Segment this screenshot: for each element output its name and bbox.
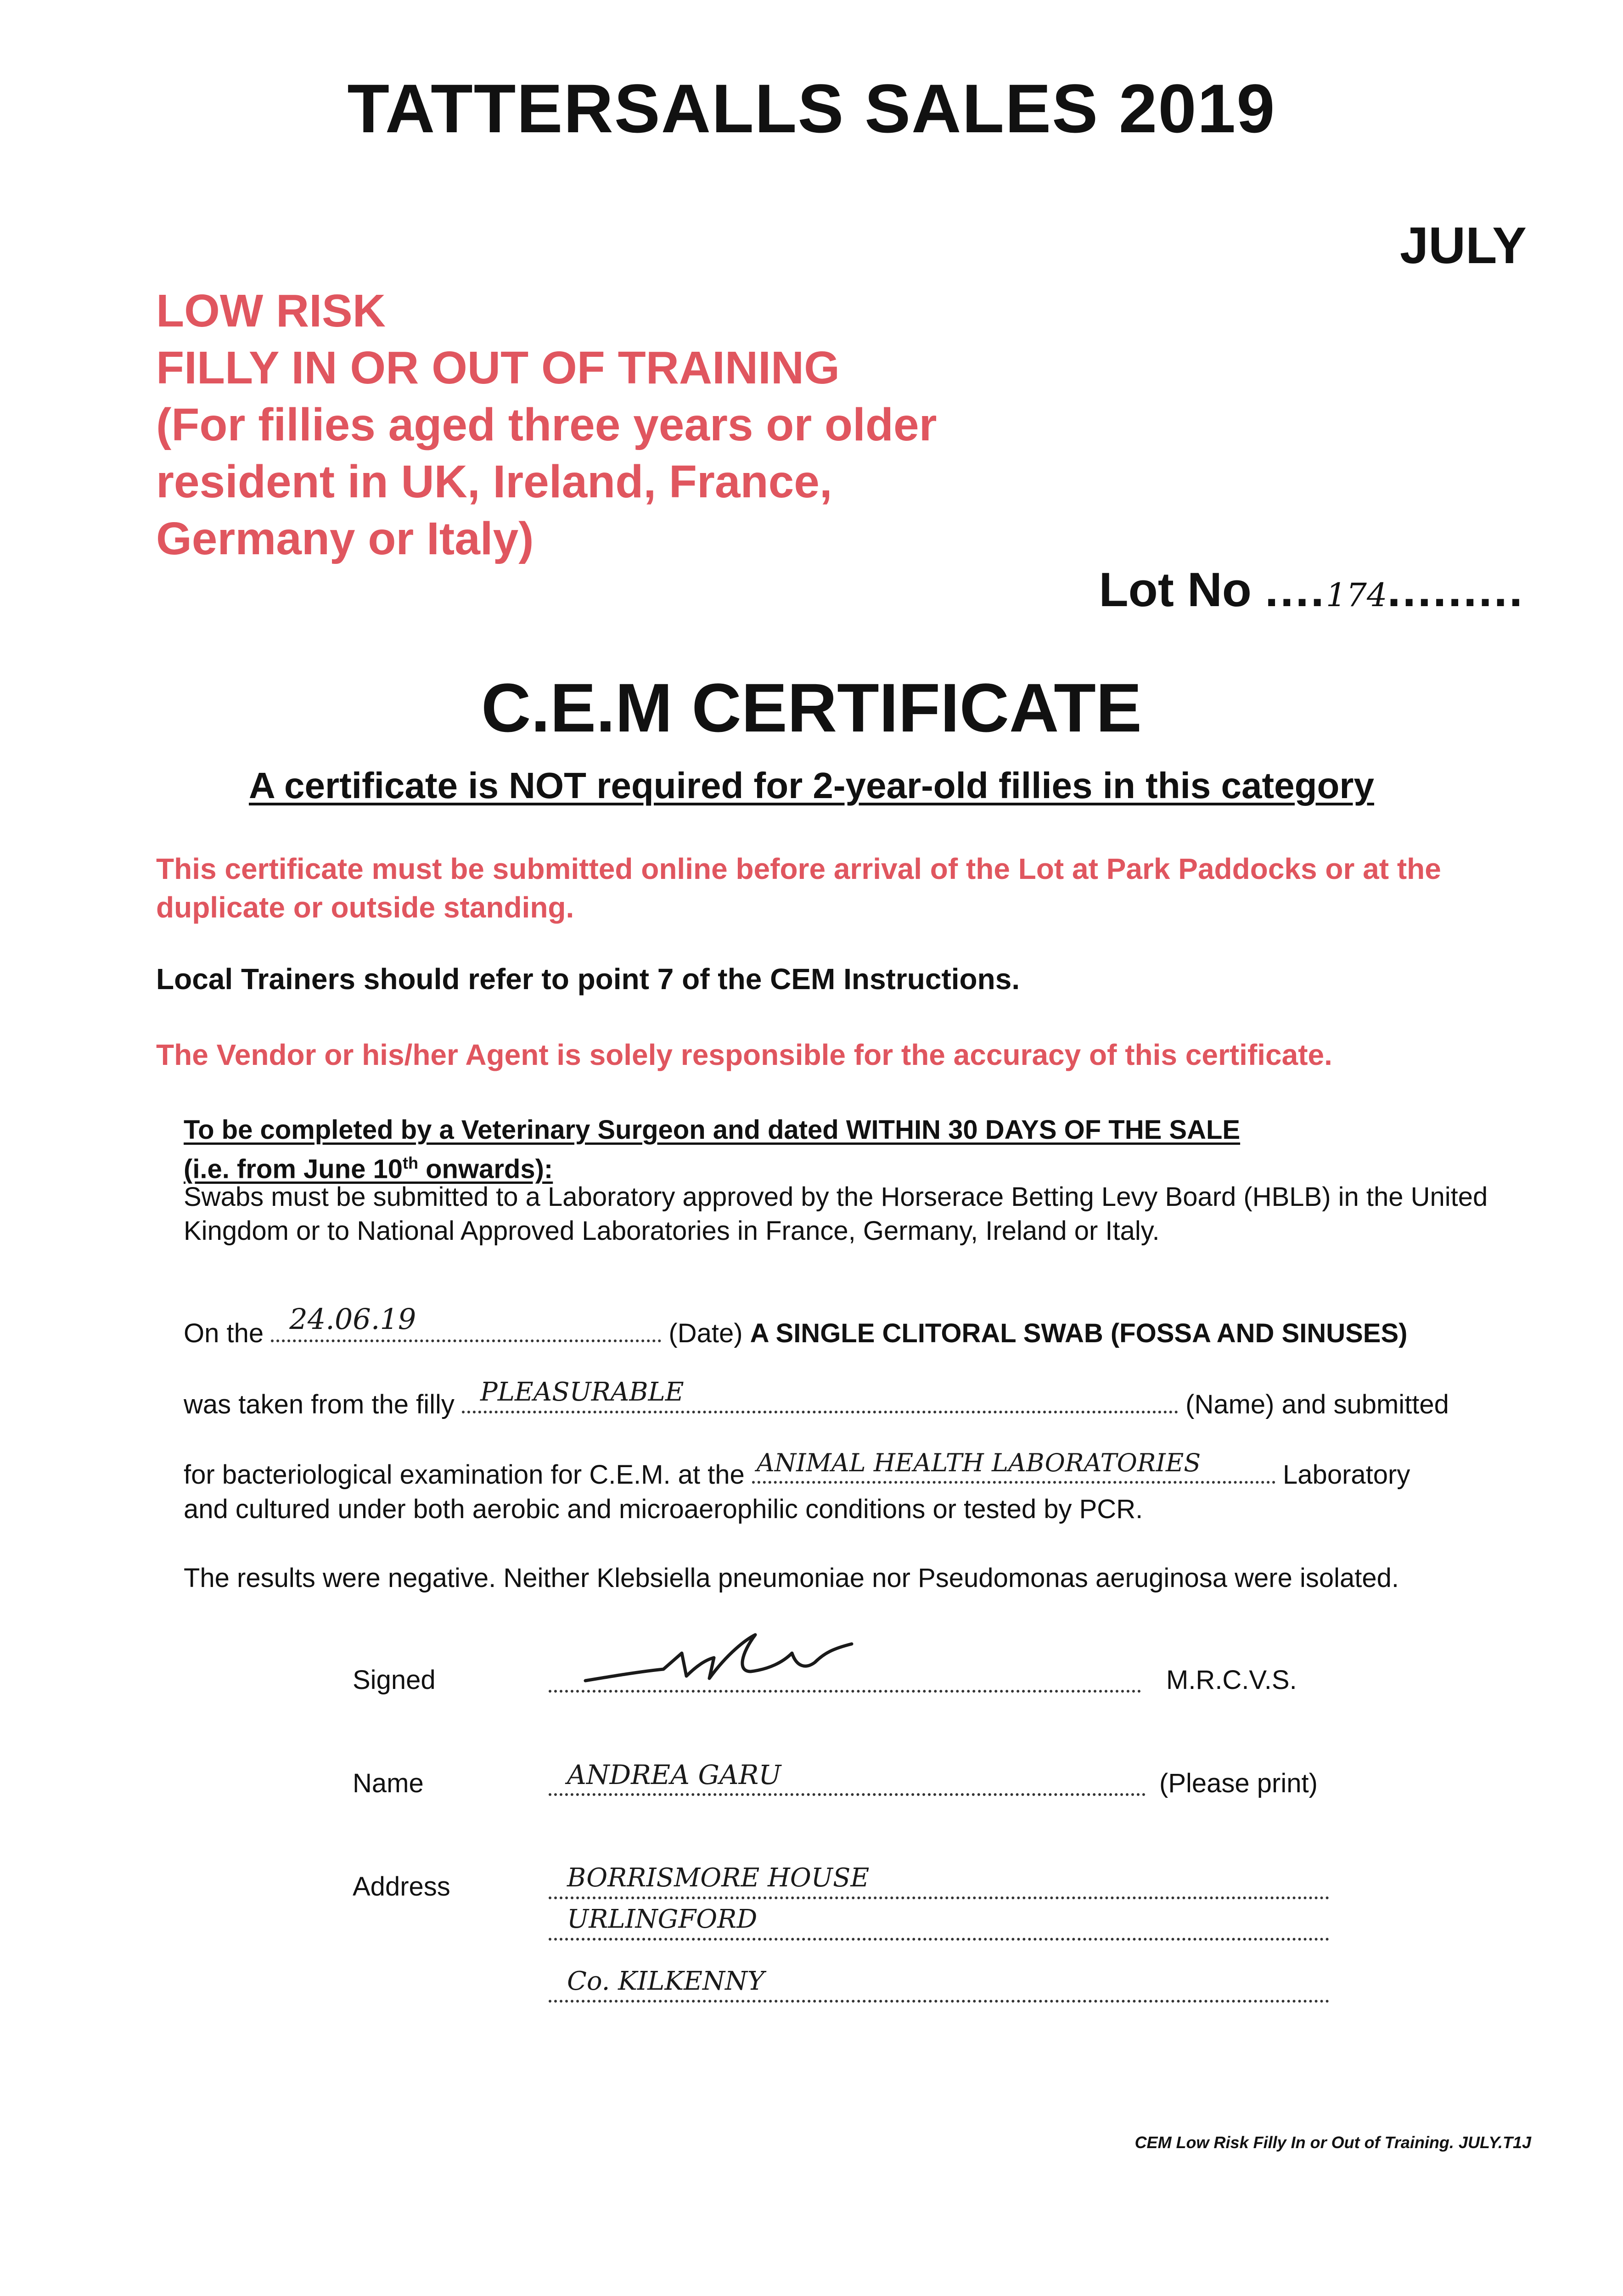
date-value: 24.06.19 <box>289 1302 416 1336</box>
vet-section-heading <box>184 1114 1240 1186</box>
address-line-2[interactable] <box>549 1904 1329 1941</box>
swabs-note: Swabs must be submitted to a Laboratory approved by the Horserace Betting Levy Board (HBLB) in the United Kingdom or to National Approved Laboratories in France, Germany, Ireland or Italy. <box>184 1182 1488 1246</box>
address-value-1: BORRISMORE HOUSE <box>567 1863 870 1893</box>
date-field[interactable] <box>271 1302 661 1342</box>
category-line: Germany or Italy) <box>156 513 534 564</box>
address-line-3[interactable] <box>549 1966 1329 2003</box>
document-title: TATTERSALLS SALES 2019 <box>347 70 1276 147</box>
lot-value: 174 <box>1325 576 1387 614</box>
submit-online-note: This certificate must be submitted online before arrival of the Lot at Park Paddocks or at the duplicate or outside standing. <box>156 852 1441 924</box>
lab-prefix: for bacteriological examination for C.E.M. at the <box>184 1460 745 1490</box>
lot-dots-right: ......... <box>1387 563 1524 617</box>
certificate-title: C.E.M CERTIFICATE <box>481 669 1142 746</box>
swab-text: A SINGLE CLITORAL SWAB (FOSSA AND SINUSES) <box>750 1318 1408 1348</box>
vet-heading-line2: (i.e. from June 10th onwards): <box>184 1154 553 1184</box>
on-the-label: On the <box>184 1318 264 1348</box>
footer-reference: CEM Low Risk Filly In or Out of Training. JULY.T1J <box>1134 2133 1531 2152</box>
please-print-label: (Please print) <box>1159 1768 1318 1798</box>
sale-month: JULY <box>1399 217 1527 274</box>
not-required-notice: A certificate is NOT required for 2-year-old fillies in this category <box>248 765 1374 806</box>
lab-value: ANIMAL HEALTH LABORATORIES <box>756 1448 1201 1477</box>
lab-suffix: Laboratory <box>1283 1460 1410 1490</box>
address-value-2: URLINGFORD <box>567 1904 758 1934</box>
filly-line <box>184 1377 1449 1420</box>
results-text: The results were negative. Neither Klebsiella pneumoniae nor Pseudomonas aeruginosa were isolated. <box>184 1563 1399 1593</box>
lot-dots-left: .... <box>1265 563 1326 617</box>
name-label: Name <box>353 1768 424 1798</box>
category-line: resident in UK, Ireland, France, <box>156 456 832 507</box>
vendor-responsibility-note: The Vendor or his/her Agent is solely responsible for the accuracy of this certificate. <box>156 1038 1332 1071</box>
lab-line <box>184 1448 1410 1490</box>
category-block <box>156 282 937 567</box>
lot-number <box>1099 563 1524 618</box>
date-line <box>184 1302 1408 1349</box>
local-trainers-note: Local Trainers should refer to point 7 of the CEM Instructions. <box>156 962 1020 996</box>
category-line: FILLY IN OR OUT OF TRAINING <box>156 342 840 394</box>
lab-field[interactable] <box>752 1448 1275 1484</box>
mrcvs-label: M.R.C.V.S. <box>1166 1665 1297 1695</box>
signed-label: Signed <box>353 1665 436 1695</box>
category-line: LOW RISK <box>156 285 386 337</box>
filly-suffix: (Name) and submitted <box>1185 1390 1449 1419</box>
address-value-3: Co. KILKENNY <box>567 1966 765 1996</box>
address-line-1[interactable] <box>549 1863 1329 1899</box>
address-label: Address <box>353 1872 450 1902</box>
cultured-text: and cultured under both aerobic and microaerophilic conditions or tested by PCR. <box>184 1494 1143 1524</box>
vet-heading-line1: To be completed by a Veterinary Surgeon and dated WITHIN 30 DAYS OF THE SALE <box>184 1115 1241 1145</box>
lot-label: Lot No <box>1099 563 1252 617</box>
vet-name-field[interactable] <box>549 1759 1146 1796</box>
signature-field[interactable] <box>549 1662 1141 1693</box>
signature-mark <box>576 1626 898 1694</box>
filly-name-field[interactable] <box>462 1377 1178 1413</box>
filly-name-value: PLEASURABLE <box>480 1377 684 1407</box>
vet-name-value: ANDREA GARU <box>567 1759 781 1790</box>
date-suffix: (Date) <box>668 1318 743 1348</box>
category-line: (For fillies aged three years or older <box>156 399 937 450</box>
filly-prefix: was taken from the filly <box>184 1390 455 1419</box>
